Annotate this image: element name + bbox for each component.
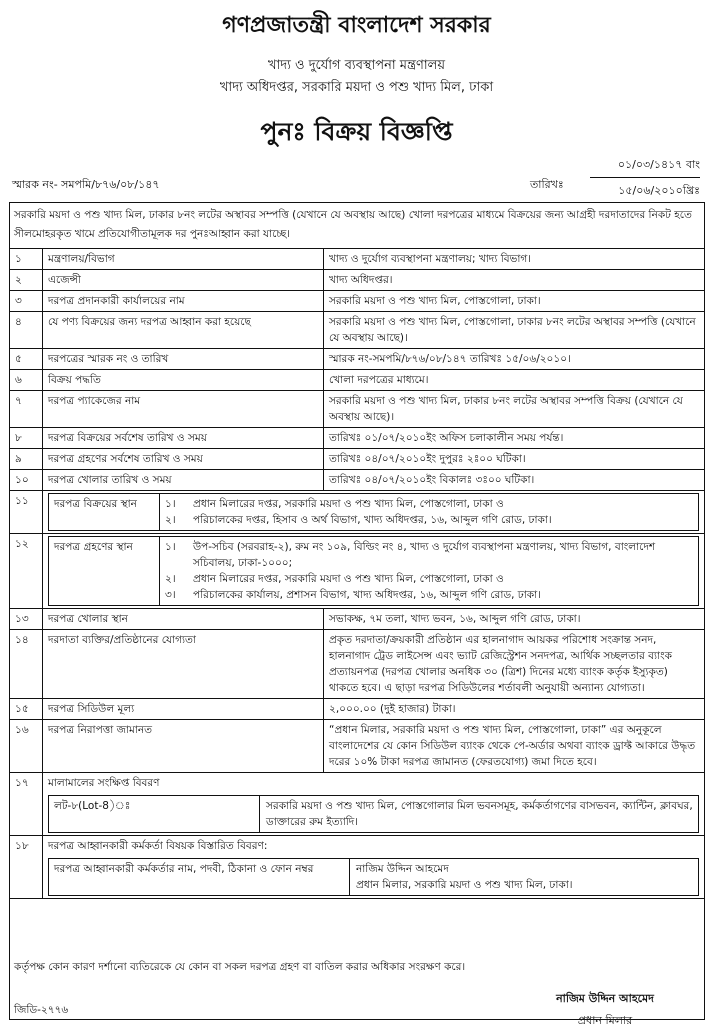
date-label: তারিখঃ <box>530 178 564 191</box>
item-text: প্রধান মিলারের দপ্তর, সরকারি ময়দা ও পশু খাদ্য মিল, পোস্তগোলা, ঢাকা ও <box>193 498 504 510</box>
lot-description: সরকারি ময়দা ও পশু খাদ্য মিল, পোস্তগোলার মিল ভবনসমূহ, কর্মকর্তাগণের বাসভবন, ক্যান্টিন, ক্লাবঘর, ডাক্তারের রুম ইত্যাদি। <box>260 796 699 833</box>
row-number: ৫ <box>10 349 43 370</box>
item-text: উপ-সচিব (সরবরাহ-২), রুম নং ১০৯, বিল্ডিং নং ৪, খাদ্য ও দুর্যোগ ব্যবস্থাপনা মন্ত্রণালয়, খাদ্য বিভাগ, বাংলাদেশ সচিবালয়, ঢাকা-১০০০; <box>193 541 656 569</box>
table-row <box>10 312 705 349</box>
row-label: দরপত্র নিরাপত্তা জামানত <box>43 720 324 773</box>
table-row <box>10 428 705 449</box>
item-number: ৩। <box>165 589 176 601</box>
row-number: ৩ <box>10 291 43 312</box>
row-value: প্রকৃত দরদাতা/ক্রয়কারী প্রতিষ্ঠান এর হালনাগাদ আয়কর পরিশোধ সংক্রান্ত সনদ, হালনাগাদ ট্রেড লাইসেন্স এবং ভ্যাট রেজিস্ট্রেশন সনদপত্র, আর্থিক সচ্ছলতার ব্যাংক প্রত্যায়নপত্র (দরপত্র খোলার অনধিক ৩০ (ত্রিশ) দিনের মধ্যে ব্যাংক কর্তৃক ইস্যুকৃত) থাকতে হবে। এ ছাড়া দরপত্র সিডিউলের শর্তাবলী অনুযায়ী অন্যান্য যোগ্যতা। <box>324 630 705 699</box>
row-label: মালামালের সংক্ষিপ্ত বিবরণ <box>48 777 160 789</box>
row-label: দরপত্র খোলার স্থান <box>43 609 324 630</box>
signer-name: নাজিম উদ্দিন আহমেদ <box>556 992 654 1005</box>
row-label: দরপত্র গ্রহণের সর্বশেষ তারিখ ও সময় <box>43 449 324 470</box>
table-row <box>10 391 705 428</box>
table-row <box>10 699 705 720</box>
item-number: ২। <box>165 514 176 526</box>
ministry-heading: খাদ্য ও দুর্যোগ ব্যবস্থাপনা মন্ত্রণালয় <box>267 58 446 73</box>
row-label: দরপত্র খোলার তারিখ ও সময় <box>43 470 324 491</box>
table-row <box>10 630 705 699</box>
table-row <box>10 291 705 312</box>
signer-title: প্রধান মিলার <box>577 1014 633 1027</box>
row-number: ১২ <box>10 534 43 609</box>
item-number: ১। <box>165 498 176 510</box>
row-value: খোলা দরপত্রের মাধ্যমে। <box>324 370 705 391</box>
row-number: ১ <box>10 249 43 270</box>
row-value: “প্রধান মিলার, সরকারি ময়দা ও পশু খাদ্য মিল, পোস্তগোলা, ঢাকা” এর অনুকূলে বাংলাদেশের যে কোন সিডিউল ব্যাংক থেকে পে-অর্ডার অথবা ব্যাংক ড্রাফ্ট আকারে উদ্ধৃত দরের ১০% টাকা দরপত্র জামানত (ফেরতযোগ্য) জমা দিতে হবে। <box>324 720 705 773</box>
intro-paragraph: সরকারি ময়দা ও পশু খাদ্য মিল, ঢাকার ৮নং লটের অস্থাবর সম্পত্তি (যেখানে যে অবস্থায় আছে) খোলা দরপত্রের মাধ্যমে বিক্রয়ের জন্য আগ্রহী দরদাতাদের নিকট হতে সীলমোহরকৃত খামে প্রতিযোগীতামূলক দর পুনঃআহ্বান করা যাচ্ছে। <box>14 209 692 240</box>
row-number: ১৩ <box>10 609 43 630</box>
tender-table <box>9 248 705 899</box>
row-label: দরপত্র প্যাকেজের নাম <box>43 391 324 428</box>
row-label: এজেন্সী <box>43 270 324 291</box>
table-row <box>10 449 705 470</box>
table-row <box>10 534 705 609</box>
table-row <box>10 470 705 491</box>
officer-name: নাজিম উদ্দিন আহমেদ <box>356 863 449 875</box>
table-row <box>10 270 705 291</box>
row-number: ৭ <box>10 391 43 428</box>
row-content <box>43 836 705 899</box>
row-value: স্মারক নং-সমপমি/৮৭৬/০৮/১৪৭ তারিখঃ ১৫/০৬/২০১০। <box>324 349 705 370</box>
row-label: বিক্রয় পদ্ধতি <box>43 370 324 391</box>
row-label: মন্ত্রণালয়/বিভাগ <box>43 249 324 270</box>
government-heading: গণপ্রজাতন্ত্রী বাংলাদেশ সরকার <box>222 13 491 38</box>
row-number: ১৬ <box>10 720 43 773</box>
authority-note: কর্তৃপক্ষ কোন কারণ দর্শানো ব্যতিরেকে যে কোন বা সকল দরপত্র গ্রহণ বা বাতিল করার অধিকার সংরক্ষণ করে। <box>14 961 466 973</box>
row-number: ১৮ <box>10 836 43 899</box>
row-value: ২,০০০.০০ (দুই হাজার) টাকা। <box>324 699 705 720</box>
row-label: দরপত্রের স্মারক নং ও তারিখ <box>43 349 324 370</box>
notice-title: পুনঃ বিক্রয় বিজ্ঞপ্তি <box>260 117 453 146</box>
table-row <box>10 773 705 836</box>
table-row <box>10 491 705 534</box>
row-content <box>43 534 705 609</box>
row-number: ৮ <box>10 428 43 449</box>
row-number: ১৭ <box>10 773 43 836</box>
item-text: প্রধান মিলারের দপ্তর, সরকারি ময়দা ও পশু খাদ্য মিল, পোস্তগোলা, ঢাকা ও <box>193 573 504 585</box>
gd-code: জিডি-২৭৭৬ <box>14 1004 69 1016</box>
row-value: তারিখঃ ০৪/০৭/২০১০ইং বিকালঃ ৩ঃ০০ ঘটিকা। <box>324 470 705 491</box>
item-number: ১। <box>165 541 176 553</box>
row-value: খাদ্য ও দুর্যোগ ব্যবস্থাপনা মন্ত্রণালয়; খাদ্য বিভাগ। <box>324 249 705 270</box>
row-value: সভাকক্ষ, ৭ম তলা, খাদ্য ভবন, ১৬, আব্দুল গণি রোড, ঢাকা। <box>324 609 705 630</box>
row-number: ৬ <box>10 370 43 391</box>
row-value: সরকারি ময়দা ও পশু খাদ্য মিল, ঢাকার ৮নং লটের অস্থাবর সম্পত্তি বিক্রয় (যেখানে যে অবস্থায় আছে)। <box>324 391 705 428</box>
table-row <box>10 349 705 370</box>
lot-label: লট-৮(Lot-8)ঃ <box>49 796 260 833</box>
item-text: পরিচালকের কার্যালয়, প্রশাসন বিভাগ, খাদ্য অধিদপ্তর, ১৬, আব্দুল গণি রোড, ঢাকা। <box>193 589 541 601</box>
row-number: ১৪ <box>10 630 43 699</box>
row-value: খাদ্য অধিদপ্তর। <box>324 270 705 291</box>
officer-designation: প্রধান মিলার, সরকারি ময়দা ও পশু খাদ্য মিল, ঢাকা। <box>356 879 573 891</box>
row-number: ২ <box>10 270 43 291</box>
row-label: দরপত্র প্রদানকারী কার্যালয়ের নাম <box>43 291 324 312</box>
row-label: যে পণ্য বিক্রয়ের জন্য দরপত্র আহ্বান করা হয়েছে <box>43 312 324 349</box>
table-row <box>10 370 705 391</box>
officer-label: দরপত্র আহ্বানকারী কর্মকর্তার নাম, পদবী, ঠিকানা ও ফোন নম্বর <box>49 859 350 896</box>
row-label: দরপত্র আহ্বানকারী কর্মকর্তা বিষয়ক বিস্তারিত বিবরণ: <box>48 840 268 852</box>
row-number: ৪ <box>10 312 43 349</box>
table-row <box>10 836 705 899</box>
row-content <box>43 491 705 534</box>
row-label: দরপত্র সিডিউল মূল্য <box>43 699 324 720</box>
row-number: ১৫ <box>10 699 43 720</box>
item-text: পরিচালকের দপ্তর, হিসাব ও অর্থ বিভাগ, খাদ্য অধিদপ্তর, ১৬, আব্দুল গণি রোড, ঢাকা। <box>193 514 552 526</box>
table-row <box>10 720 705 773</box>
table-row <box>10 609 705 630</box>
row-label: দরপত্র বিক্রয়ের স্থান <box>49 494 160 531</box>
row-value: সরকারি ময়দা ও পশু খাদ্য মিল, পোস্তগোলা, ঢাকার ৮নং লটের অস্থাবর সম্পত্তি (যেখানে যে অবস্থায় আছে)। <box>324 312 705 349</box>
row-value: সরকারি ময়দা ও পশু খাদ্য মিল, পোস্তগোলা, ঢাকা। <box>324 291 705 312</box>
date-english: ১৫/০৬/২০১০খ্রিঃ <box>618 184 700 197</box>
date-bangla: ০১/০৩/১৪১৭ বাং <box>590 156 700 178</box>
row-label: দরপত্র গ্রহণের স্থান <box>49 537 160 606</box>
row-label: দরপত্র বিক্রয়ের সর্বশেষ তারিখ ও সময় <box>43 428 324 449</box>
row-content <box>43 773 705 836</box>
row-value: তারিখঃ ০১/০৭/২০১০ইং অফিস চলাকালীন সময় পর্যন্ত। <box>324 428 705 449</box>
row-value: তারিখঃ ০৪/০৭/২০১০ইং দুপুরঃ ২ঃ০০ ঘটিকা। <box>324 449 705 470</box>
item-number: ২। <box>165 573 176 585</box>
table-row <box>10 249 705 270</box>
row-number: ৯ <box>10 449 43 470</box>
row-number: ১১ <box>10 491 43 534</box>
row-label: দরদাতা ব্যক্তির/প্রতিষ্ঠানের যোগ্যতা <box>43 630 324 699</box>
row-number: ১০ <box>10 470 43 491</box>
department-heading: খাদ্য অধিদপ্তর, সরকারি ময়দা ও পশু খাদ্য মিল, ঢাকা <box>219 80 494 95</box>
memo-number: স্মারক নং- সমপমি/৮৭৬/০৮/১৪৭ <box>12 178 160 191</box>
